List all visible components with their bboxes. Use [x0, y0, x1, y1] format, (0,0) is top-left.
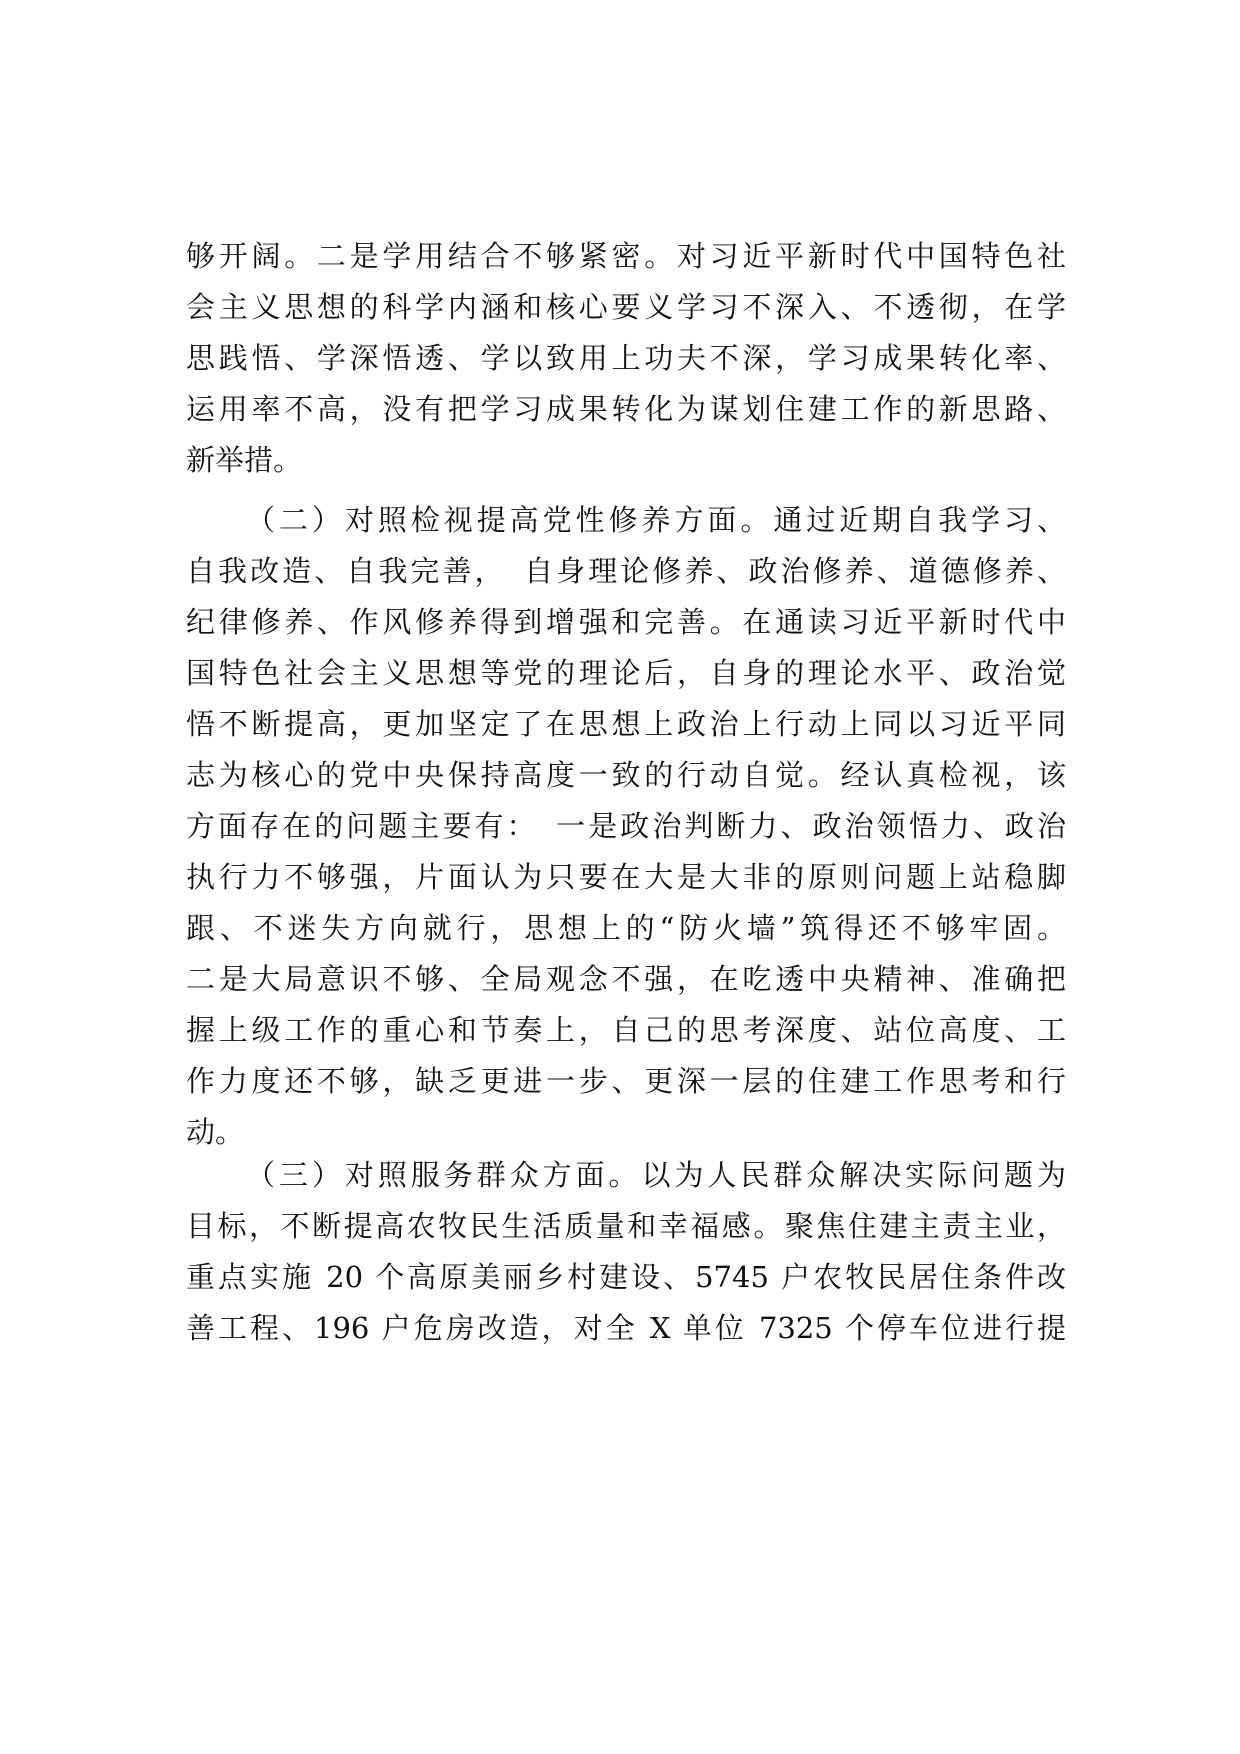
paragraph-2	[186, 495, 1066, 1158]
paragraph-heading-line: （三）对照服务群众方面。以为人民群众解决实际问题为	[246, 1158, 1066, 1192]
paragraph-line: 新举措。	[186, 443, 303, 477]
paragraph-line: 会主义思想的科学内涵和核心要义学习不深入、不透彻，在学	[186, 290, 1066, 324]
paragraph-line: 志为核心的党中央保持高度一致的行动自觉。经认真检视，该	[186, 758, 1066, 792]
paragraph-line: 动。	[186, 1115, 245, 1149]
paragraph-line: 善工程、196 户危房改造，对全 X 单位 7325 个停车位进行提	[186, 1311, 1066, 1345]
paragraph-line: 跟、不迷失方向就行，思想上的“防火墙”筑得还不够牢固。	[186, 911, 1066, 945]
paragraph-line: 作力度还不够，缺乏更进一步、更深一层的住建工作思考和行	[186, 1064, 1066, 1098]
paragraph-line: 二是大局意识不够、全局观念不强，在吃透中央精神、准确把	[186, 962, 1066, 996]
paragraph-line: 自我改造、自我完善， 自身理论修养、政治修养、道德修养、	[186, 554, 1066, 588]
paragraph-heading-line: （二）对照检视提高党性修养方面。通过近期自我学习、	[246, 503, 1066, 537]
paragraph-line: 方面存在的问题主要有： 一是政治判断力、政治领悟力、政治	[186, 809, 1066, 843]
paragraph-line: 思践悟、学深悟透、学以致用上功夫不深，学习成果转化率、	[186, 341, 1066, 375]
paragraph-line: 够开阔。二是学用结合不够紧密。对习近平新时代中国特色社	[186, 239, 1066, 273]
paragraph-3	[186, 1150, 1066, 1354]
paragraph-line: 悟不断提高，更加坚定了在思想上政治上行动上同以习近平同	[186, 707, 1066, 741]
paragraph-line: 运用率不高，没有把学习成果转化为谋划住建工作的新思路、	[186, 392, 1066, 426]
paragraph-line: 握上级工作的重心和节奏上，自己的思考深度、站位高度、工	[186, 1013, 1066, 1047]
paragraph-line: 目标，不断提高农牧民生活质量和幸福感。聚焦住建主责主业，	[186, 1209, 1066, 1243]
paragraph-line: 重点实施 20 个高原美丽乡村建设、5745 户农牧民居住条件改	[186, 1260, 1066, 1294]
paragraph-line: 国特色社会主义思想等党的理论后，自身的理论水平、政治觉	[186, 656, 1066, 690]
paragraph-line: 执行力不够强，片面认为只要在大是大非的原则问题上站稳脚	[186, 860, 1066, 894]
paragraph-line: 纪律修养、作风修养得到增强和完善。在通读习近平新时代中	[186, 605, 1066, 639]
paragraph-1	[186, 231, 1066, 486]
